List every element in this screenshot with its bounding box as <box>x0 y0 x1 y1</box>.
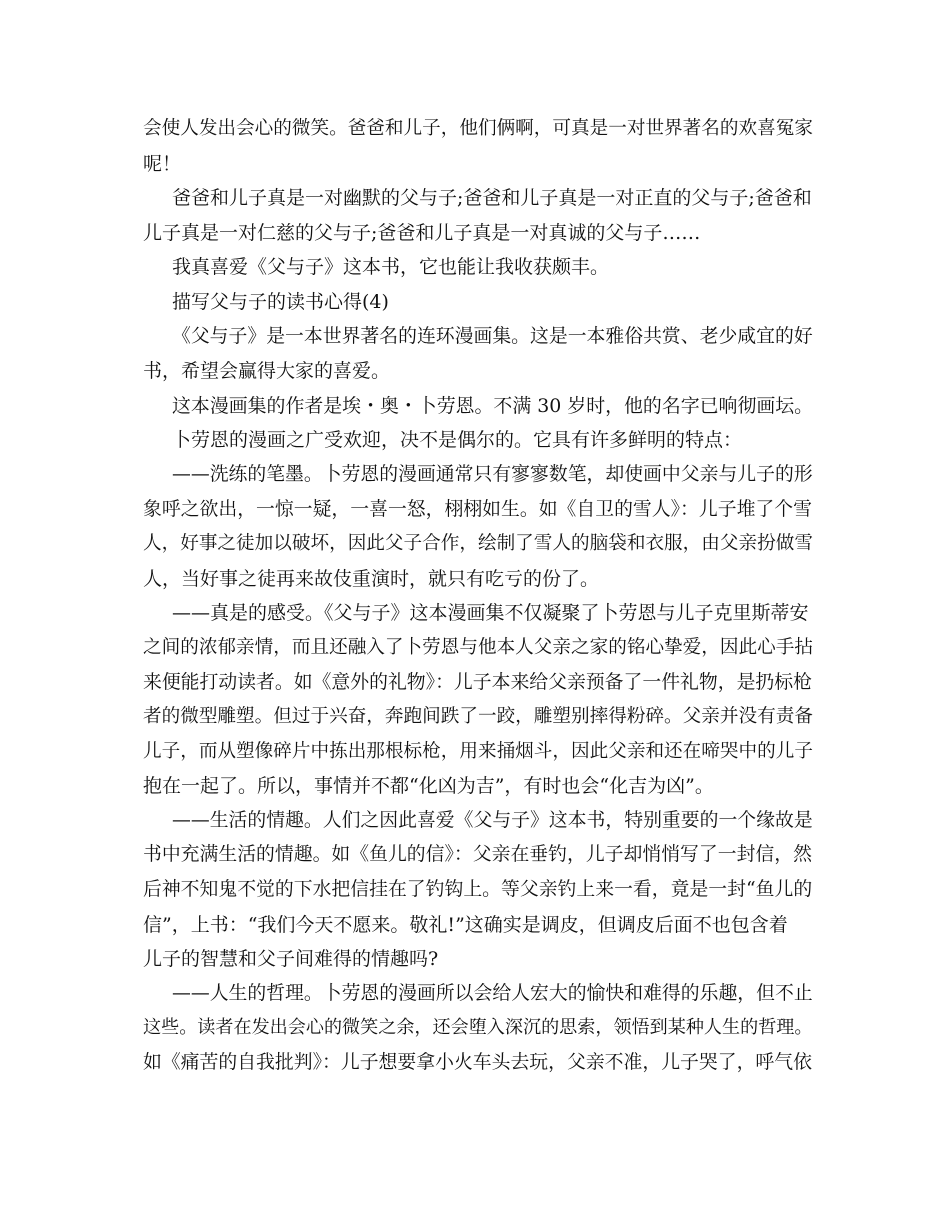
text-line: 爸爸和儿子真是一对幽默的父与子;爸爸和儿子真是一对正直的父与子;爸爸和 <box>172 187 812 210</box>
text-line: 者的微型雕塑。但过于兴奋，奔跑间跌了一跤，雕塑别摔得粉碎。父亲并没有责备 <box>143 706 813 728</box>
text-line: 来便能打动读者。如《意外的礼物》：儿子本来给父亲预备了一件礼物，是扔标枪 <box>143 671 812 693</box>
text-line: 书中充满生活的情趣。如《鱼儿的信》：父亲在垂钓，儿子却悄悄写了一封信，然 <box>143 844 812 866</box>
text-line: 会使人发出会心的微笑。爸爸和儿子，他们俩啊，可真是一对世界著名的欢喜冤家 <box>143 118 813 139</box>
text-line: 信”，上书：“我们今天不愿来。敬礼!”这确实是调皮，但调皮后面不也包含着 <box>143 913 788 936</box>
text-line: 呢！ <box>143 152 182 175</box>
text-line: ——人生的哲理。卜劳恩的漫画所以会给人宏大的愉快和难得的乐趣，但不止 <box>172 982 813 1004</box>
text-line: 卜劳恩的漫画之广受欢迎，决不是偶尔的。它具有许多鲜明的特点： <box>172 429 743 452</box>
text-line: 描写父与子的读书心得(4) <box>172 290 389 313</box>
text-line: 这些。读者在发出会心的微笑之余，还会堕入深沉的思索，领悟到某种人生的哲理。 <box>143 1017 813 1039</box>
text-line: 抱在一起了。所以，事情并不都“化凶为吉”，有时也会“化吉为凶”。 <box>143 775 714 798</box>
text-line: 如《痛苦的自我批判》：儿子想要拿小火车头去玩，父亲不准，儿子哭了，呼气依 <box>143 1052 812 1074</box>
text-line: 我真喜爱《父与子》这本书，它也能让我收获颇丰。 <box>172 256 610 279</box>
text-line: 《父与子》是一本世界著名的连环漫画集。这是一本雅俗共赏、老少咸宜的好 <box>172 325 813 347</box>
text-line: 后神不知鬼不觉的下水把信挂在了钓钩上。等父亲钓上来一看，竟是一封“鱼儿的 <box>143 879 813 901</box>
text-line: 人，当好事之徒再来故伎重演时，就只有吃亏的份了。 <box>143 567 600 590</box>
text-line: ——真是的感受。《父与子》这本漫画集不仅凝聚了卜劳恩与儿子克里斯蒂安 <box>172 602 809 625</box>
text-line: ——生活的情趣。人们之因此喜爱《父与子》这本书，特别重要的一个缘故是 <box>172 809 813 831</box>
text-line: 这本漫画集的作者是埃・奥・卜劳恩。不满 30 岁时，他的名字已响彻画坛。 <box>172 394 814 417</box>
text-line: 之间的浓郁亲情，而且还融入了卜劳恩与他本人父亲之家的铭心挚爱，因此心手拈 <box>143 636 813 658</box>
text-line: ——洗练的笔墨。卜劳恩的漫画通常只有寥寥数笔，却使画中父亲与儿子的形 <box>172 463 813 485</box>
text-line: 书，希望会赢得大家的喜爱。 <box>143 360 391 383</box>
text-line: 人，好事之徒加以破坏，因此父子合作，绘制了雪人的脑袋和衣服，由父亲扮做雪 <box>143 533 813 555</box>
document-body <box>143 112 813 1081</box>
text-line: 象呼之欲出，一惊一疑，一喜一怒，栩栩如生。如《自卫的雪人》：儿子堆了个雪 <box>143 498 812 520</box>
text-line: 儿子真是一对仁慈的父与子;爸爸和儿子真是一对真诚的父与子…… <box>143 221 701 244</box>
text-line: 儿子的智慧和父子间难得的情趣吗? <box>143 948 439 971</box>
text-line: 儿子，而从塑像碎片中拣出那根标枪，用来捅烟斗，因此父亲和还在啼哭中的儿子 <box>143 740 813 762</box>
